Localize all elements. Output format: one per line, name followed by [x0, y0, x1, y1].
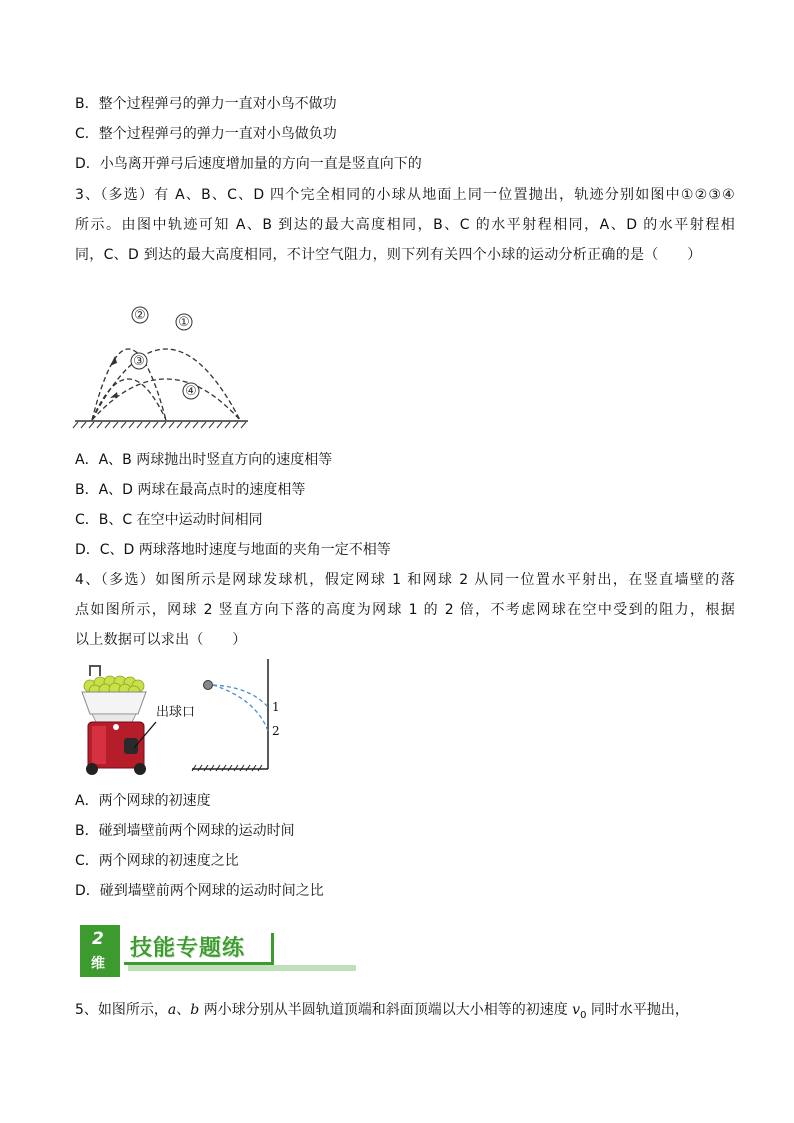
q4-option-a: A．两个网球的初速度	[75, 793, 211, 809]
trajectory-label-2: ②	[134, 308, 146, 323]
q5-text: 5、如图所示，	[75, 1002, 168, 1018]
q3-stem-line: 同，C、D 到达的最大高度相同，不计空气阻力，则下列有关四个小球的运动分析正确的是（ ）	[75, 247, 702, 263]
section-suffix: 维	[91, 956, 105, 972]
q5-text: 、	[176, 1002, 191, 1018]
wall-trajectory-figure	[190, 655, 280, 773]
trajectory-2	[92, 349, 166, 420]
trajectory-label-3: ③	[133, 354, 145, 369]
q4-stem	[75, 565, 735, 655]
tennis-ball-machine-illustration	[72, 664, 197, 778]
q4-option-d: D．碰到墙壁前两个网球的运动时间之比	[75, 883, 324, 899]
section-number-badge	[80, 925, 120, 977]
q3-option-d: D．C、D 两球落地时速度与地面的夹角一定不相等	[75, 542, 391, 558]
q5-var-a: a	[167, 1002, 177, 1018]
q2-option-b: B．整个过程弹弓的弹力一直对小鸟不做功	[75, 96, 337, 112]
section-header	[80, 925, 280, 977]
q5-subscript: 0	[580, 1009, 587, 1021]
q4-stem-line: 4、（多选）如图所示是网球发球机，假定网球 1 和网球 2 从同一位置水平射出，在竖直墙壁的落	[75, 572, 735, 588]
q5-text: 两小球分别从半圆轨道顶端和斜面顶端以大小相等的初速度	[199, 1002, 573, 1018]
q2-option-d: D．小鸟离开弹弓后速度增加量的方向一直是竖直向下的	[75, 156, 422, 172]
trajectory-label-1: ①	[178, 315, 190, 330]
q5-var-v: v	[572, 1002, 581, 1018]
q3-trajectory-figure	[70, 298, 255, 430]
q5-stem	[75, 1000, 689, 1026]
trajectory-2	[213, 685, 268, 731]
q4-stem-line: 以上数据可以求出（ ）	[75, 632, 247, 648]
landing-label-2: 2	[272, 724, 280, 738]
outlet-label: 出球口	[156, 705, 196, 720]
q3-stem-line: 所示。由图中轨迹可知 A、B 到达的最大高度相同，B、C 的水平射程相同，A、D 的水平射程相	[75, 217, 735, 233]
section-number: 2	[92, 929, 104, 949]
q4-option-c: C．两个网球的初速度之比	[75, 853, 239, 869]
tennis-ball	[204, 681, 213, 690]
q3-option-b: B．A、D 两球在最高点时的速度相等	[75, 482, 306, 498]
q3-option-a: A．A、B 两球抛出时竖直方向的速度相等	[75, 452, 333, 468]
q2-option-c: C．整个过程弹弓的弹力一直对小鸟做负功	[75, 126, 337, 142]
arrow-icon	[110, 392, 118, 398]
q4-stem-line: 点如图所示，网球 2 竖直方向下落的高度为网球 1 的 2 倍，不考虑网球在空中受到的阻力，根据	[75, 602, 735, 618]
q4-option-b: B．碰到墙壁前两个网球的运动时间	[75, 823, 295, 839]
section-title: 技能专题练	[124, 933, 274, 965]
trajectory-label-4: ④	[185, 384, 197, 399]
q5-var-b: b	[190, 1002, 200, 1018]
landing-label-1: 1	[272, 700, 280, 714]
q3-stem	[75, 180, 735, 270]
q5-text: 同时水平抛出，	[586, 1002, 689, 1018]
q3-stem-line: 3、（多选）有 A、B、C、D 四个完全相同的小球从地面上同一位置抛出，轨迹分别如图中①②③④	[75, 187, 735, 203]
q3-option-c: C．B、C 在空中运动时间相同	[75, 512, 263, 528]
section-underline	[128, 965, 356, 971]
